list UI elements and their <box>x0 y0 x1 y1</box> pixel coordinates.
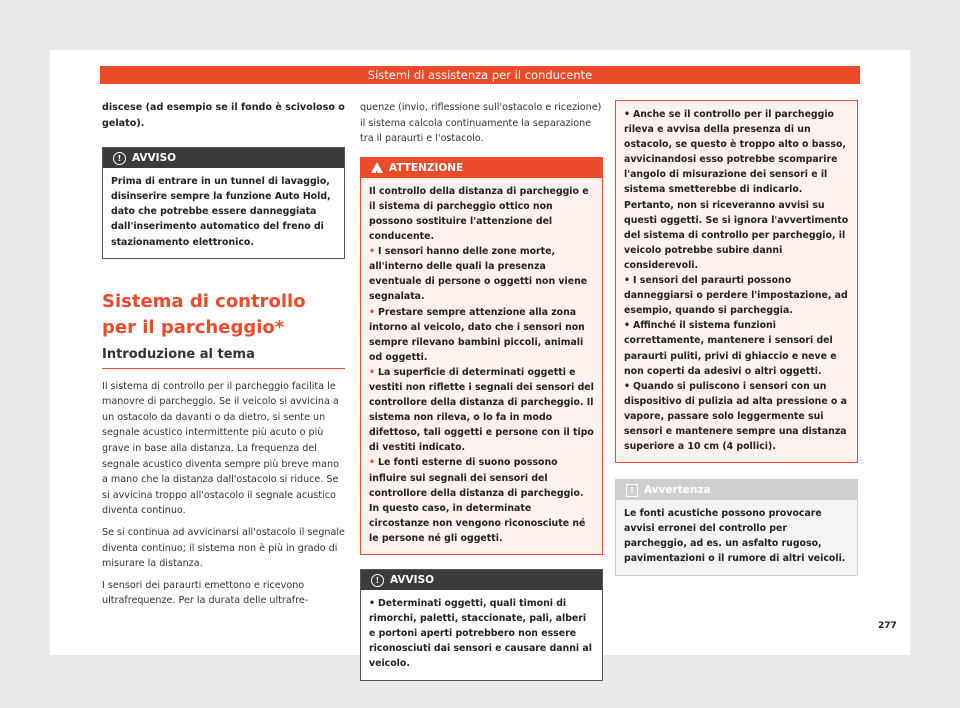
list-item: • Anche se il controllo per il parcheggio rileva e avvisa della presenza di un ostacolo, se questo è troppo alto o basso, avvicinandosi esso potrebbe scomparire l'angolo di misurazione dei sensori e il sistema smetterebbe di indicarlo. Pertanto, non si riceveranno avvisi su questi oggetti. Se si ignora l'avvertimento del sistema di controllo per parcheggio, il veicolo potrebbe subire danni considerevoli. <box>624 109 849 271</box>
paragraph-continuation: quenze (invio, riflessione sull'ostacolo e ricezione) il sistema calcola continuamente la separazione tra il paraurti e l'ostacolo. <box>360 102 602 145</box>
attenzione-list <box>369 244 594 546</box>
avviso-box-2-header <box>361 570 602 590</box>
list-item: • Determinati oggetti, quali timoni di rimorchi, paletti, staccionate, pali, alberi e portoni aperti potrebbero non essere riconosciuti dai sensori e causare danni al veicolo. <box>369 598 592 670</box>
avvertenza-box <box>615 479 858 575</box>
page-number: 277 <box>878 621 897 631</box>
list-item: • I sensori hanno delle zone morte, all'interno delle quali la presenza eventuale di persone o oggetti non viene segnalata. <box>369 246 588 303</box>
column-right <box>615 100 858 576</box>
intro-body <box>102 379 345 609</box>
attenzione-box <box>360 157 603 555</box>
section-title: Sistema di controllo per il parcheggio* <box>102 290 306 338</box>
attenzione-intro: Il controllo della distanza di parcheggio e il sistema di parcheggio ottico non possono sostituire l'attenzione del conducente. <box>369 185 589 243</box>
warning-triangle-icon: ! <box>371 162 383 173</box>
avviso-box-1-header <box>103 148 344 168</box>
paragraph: I sensori dei paraurti emettono e ricevono ultrafrequenze. Per la durata delle ultrafre- <box>102 579 309 607</box>
avvertenza-body <box>616 500 857 574</box>
intro-continuation: discese (ad esempio se il fondo è scivoloso o gelato). <box>102 102 345 129</box>
attenzione-body <box>361 178 602 554</box>
avviso-text: Prima di entrare in un tunnel di lavaggio, disinserire sempre la funzione Auto Hold, dato che potrebbe essere danneggiata dall'inserimento automatico del freno di stazionamento elettronico. <box>111 176 331 248</box>
list-item: • La superficie di determinati oggetti e vestiti non riflette i segnali dei sensori del controllore della distanza di parcheggio. Il sistema non rileva, o lo fa in modo difettoso, tali oggetti e persone con il tipo di vestiti indicato. <box>369 366 594 454</box>
attenzione-header <box>361 158 602 178</box>
avviso-label: AVVISO <box>132 152 177 165</box>
info-icon: i <box>626 484 638 497</box>
avviso-box-2 <box>360 569 603 680</box>
section-heading <box>102 289 345 369</box>
avviso-list <box>369 596 594 671</box>
list-item: • Le fonti esterne di suono possono influire sui segnali dei sensori del controllore della distanza di parcheggio. In questo caso, in determinate circostanze non vengono riconosciute né le persone né gli oggetti. <box>369 457 586 544</box>
avvertenza-header <box>616 480 857 500</box>
avviso-continuation-body <box>616 101 857 462</box>
attenzione-label: ATTENZIONE <box>389 161 464 174</box>
avviso-box-1-body <box>103 168 344 257</box>
list-item: • Prestare sempre attenzione alla zona intorno al veicolo, dato che i sensori non sempre rilevano bambini piccoli, animali od oggetti. <box>369 306 585 363</box>
avviso-box-2-body <box>361 590 602 679</box>
avvertenza-label: Avvertenza <box>644 484 711 497</box>
list-item: • I sensori del paraurti possono danneggiarsi o perdere l'impostazione, ad esempio, quando si parcheggia. <box>624 275 848 317</box>
paragraph: Il sistema di controllo per il parcheggio facilita le manovre di parcheggio. Se il veicolo si avvicina a un ostacolo da davanti o da dietro, si sente un segnale acustico intermittente più acuto o più grave in base alla distanza. La frequenza del segnale acustico diventa sempre più breve mano a mano che la distanza dall'ostacolo si riduce. Se si avvicina troppo all'ostacolo il segnale acustico diventa continuo. <box>102 380 339 517</box>
list-item: • Affinché il sistema funzioni correttamente, mantenere i sensori del paraurti puliti, privi di ghiaccio e neve e non coperti da adesivi o altri oggetti. <box>624 320 837 377</box>
exclamation-circle-icon: ! <box>113 152 126 165</box>
chapter-header: Sistemi di assistenza per il conducente <box>100 66 860 84</box>
avviso-box-1 <box>102 147 345 258</box>
avviso-label: AVVISO <box>390 574 435 587</box>
list-item: • Quando si puliscono i sensori con un dispositivo di pulizia ad alta pressione o a vapore, passare solo leggermente sui sensori e mantenere sempre una distanza superiore a 10 cm (4 pollici). <box>624 380 847 453</box>
column-left <box>102 100 345 615</box>
subsection-title: Introduzione al tema <box>102 347 345 369</box>
avviso-continuation-box <box>615 100 858 463</box>
paragraph: Se si continua ad avvicinarsi all'ostacolo il segnale diventa continuo; il sistema non è più in grado di misurare la distanza. <box>102 527 345 570</box>
avvertenza-text: Le fonti acustiche possono provocare avvisi erronei del controllo per parcheggio, ad es. un asfalto rugoso, pavimentazioni o il rumore di altri veicoli. <box>624 508 846 565</box>
exclamation-circle-icon: ! <box>371 574 384 587</box>
avviso-continuation-list <box>624 107 849 454</box>
column-middle <box>360 100 603 681</box>
